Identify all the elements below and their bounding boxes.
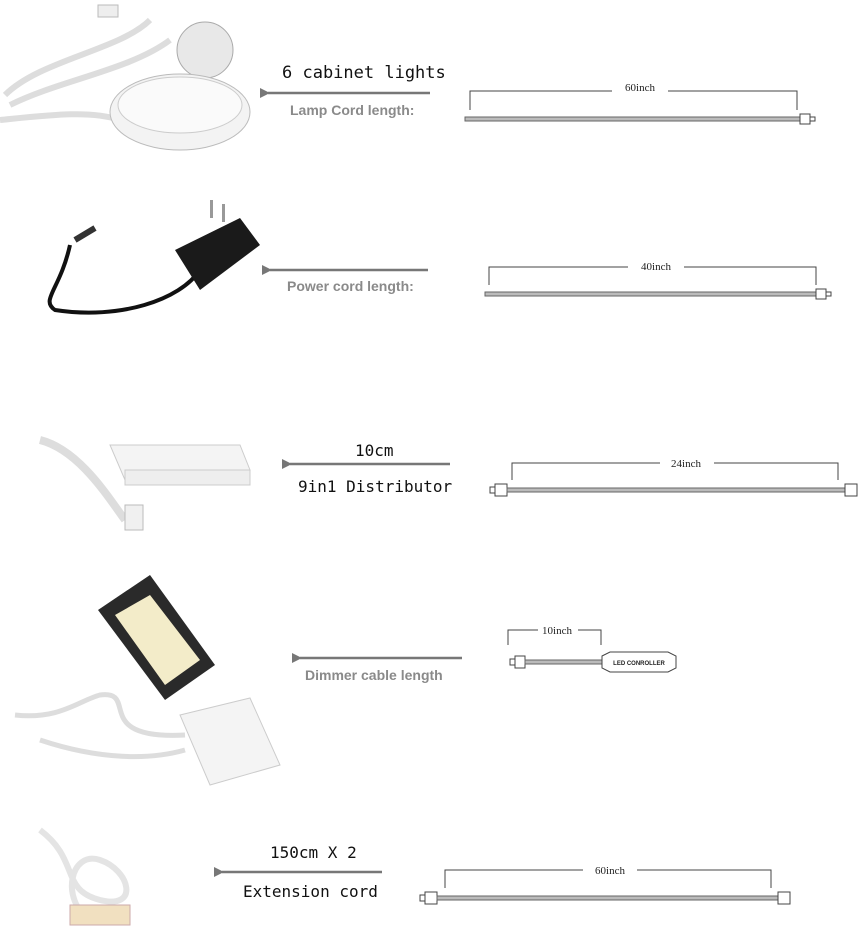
- power-adapter-photo: [50, 200, 260, 313]
- connector: [515, 656, 525, 668]
- dimmer-cable-length: 10inch: [542, 625, 572, 637]
- connector: [778, 892, 790, 904]
- connector: [495, 484, 507, 496]
- lamp-cord-label: Lamp Cord length:: [290, 102, 415, 118]
- extension-cord-length-inch: 60inch: [595, 865, 625, 877]
- power-cord-label: Power cord length:: [287, 278, 414, 294]
- distributor-label: 9in1 Distributor: [298, 477, 453, 496]
- cable: [465, 117, 800, 121]
- extension-length: 24inch: [671, 458, 701, 470]
- extension-cord-photo: [40, 830, 130, 925]
- dimmer-cable-label: Dimmer cable length: [305, 667, 443, 683]
- distributor-photo: [40, 440, 250, 530]
- cable: [525, 660, 602, 664]
- remote-and-dimmer-photo: [15, 575, 280, 785]
- distributor-cable-length: 10cm: [355, 441, 394, 460]
- cabinet-lights-title: 6 cabinet lights: [282, 63, 446, 83]
- connector: [816, 289, 826, 299]
- power-cord-length: 40inch: [641, 261, 671, 273]
- cabinet-light-photo: [0, 5, 250, 150]
- extension-cord-label: Extension cord: [243, 882, 378, 901]
- cable: [507, 488, 845, 492]
- led-controller-text: LED CONROLLER: [613, 661, 665, 667]
- cable: [485, 292, 816, 296]
- extension-cord-length-cm: 150cm X 2: [270, 843, 357, 862]
- lamp-cord-length: 60inch: [625, 82, 655, 94]
- connector: [845, 484, 857, 496]
- cable: [437, 896, 778, 900]
- connector: [800, 114, 810, 124]
- connector: [425, 892, 437, 904]
